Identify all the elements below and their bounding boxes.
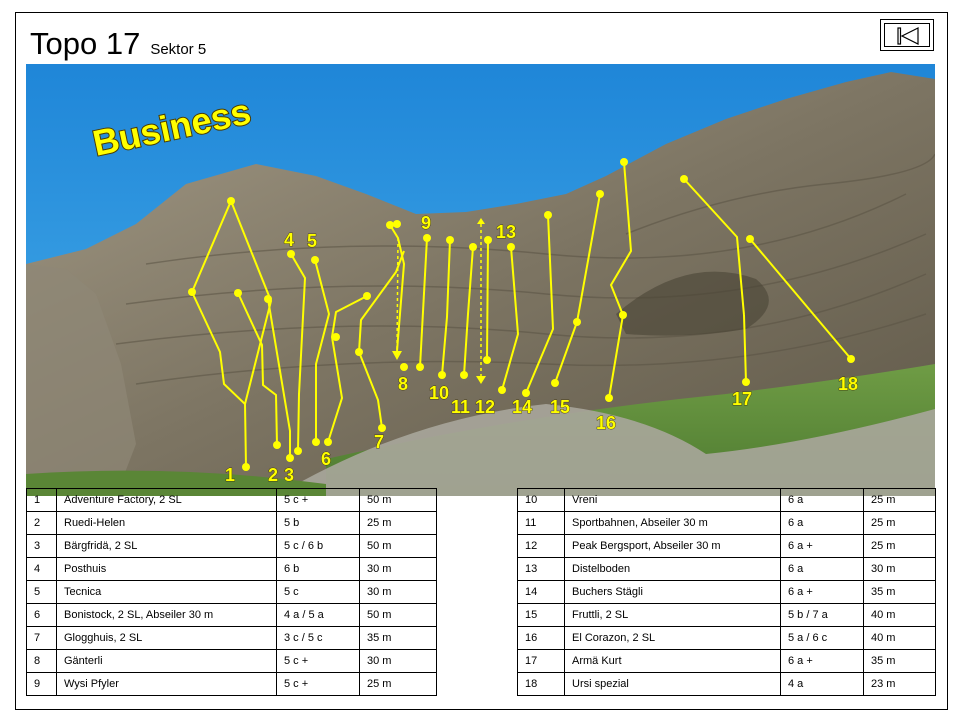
table-row	[518, 558, 936, 581]
route-label-14: 14	[512, 397, 533, 417]
route-grade: 5 c	[277, 581, 360, 604]
route-name: Wysi Pfyler	[57, 673, 277, 696]
route-number: 16	[518, 627, 565, 650]
route-label-4: 4	[284, 230, 295, 250]
route-grade: 6 a +	[781, 581, 864, 604]
route-length: 25 m	[864, 489, 936, 512]
route-name: Buchers Stägli	[565, 581, 781, 604]
route-number: 6	[27, 604, 57, 627]
route-name: Sportbahnen, Abseiler 30 m	[565, 512, 781, 535]
topo-title: Topo 17	[30, 26, 141, 61]
route-label-13: 13	[496, 222, 517, 242]
table-row	[518, 650, 936, 673]
route-length: 40 m	[864, 604, 936, 627]
route-line-12	[487, 240, 488, 360]
table-row	[27, 604, 437, 627]
route-table-right	[517, 488, 936, 696]
route-label-9: 9	[421, 213, 432, 233]
route-name: Armä Kurt	[565, 650, 781, 673]
route-grade: 6 a +	[781, 650, 864, 673]
route-grade: 5 c +	[277, 650, 360, 673]
sector-name-label: Business	[89, 90, 255, 164]
route-length: 30 m	[360, 558, 437, 581]
route-grade: 5 a / 6 c	[781, 627, 864, 650]
route-label-2: 2	[268, 465, 279, 485]
route-name: Posthuis	[57, 558, 277, 581]
back-to-start-button[interactable]	[880, 19, 934, 51]
route-length: 23 m	[864, 673, 936, 696]
route-length: 30 m	[864, 558, 936, 581]
table-row	[518, 581, 936, 604]
route-number: 17	[518, 650, 565, 673]
route-number: 5	[27, 581, 57, 604]
route-name: Ruedi-Helen	[57, 512, 277, 535]
route-label-3: 3	[284, 465, 295, 485]
route-number: 11	[518, 512, 565, 535]
route-label-12: 12	[475, 397, 496, 417]
route-length: 50 m	[360, 489, 437, 512]
route-number: 15	[518, 604, 565, 627]
route-table-left	[26, 488, 437, 696]
table-row	[518, 512, 936, 535]
route-label-16: 16	[596, 413, 617, 433]
route-name: Glogghuis, 2 SL	[57, 627, 277, 650]
route-number: 12	[518, 535, 565, 558]
route-grade: 6 a	[781, 512, 864, 535]
route-grade: 6 a +	[781, 535, 864, 558]
route-name: Distelboden	[565, 558, 781, 581]
route-grade: 4 a	[781, 673, 864, 696]
route-number: 13	[518, 558, 565, 581]
table-row	[518, 535, 936, 558]
route-label-7: 7	[374, 432, 385, 452]
route-label-1: 1	[225, 465, 236, 485]
route-length: 25 m	[360, 673, 437, 696]
route-grade: 6 b	[277, 558, 360, 581]
route-name: Tecnica	[57, 581, 277, 604]
route-length: 30 m	[360, 581, 437, 604]
route-length: 50 m	[360, 535, 437, 558]
route-grade: 5 c +	[277, 673, 360, 696]
route-label-8: 8	[398, 374, 409, 394]
route-name: Adventure Factory, 2 SL	[57, 489, 277, 512]
route-number: 14	[518, 581, 565, 604]
route-grade: 3 c / 5 c	[277, 627, 360, 650]
route-label-18: 18	[838, 374, 859, 394]
route-label-6: 6	[321, 449, 332, 469]
route-number: 9	[27, 673, 57, 696]
route-number: 3	[27, 535, 57, 558]
route-number: 18	[518, 673, 565, 696]
route-label-10: 10	[429, 383, 450, 403]
route-grade: 5 c +	[277, 489, 360, 512]
route-name: Bärgfridä, 2 SL	[57, 535, 277, 558]
route-length: 50 m	[360, 604, 437, 627]
route-number: 1	[27, 489, 57, 512]
route-name: El Corazon, 2 SL	[565, 627, 781, 650]
route-number: 4	[27, 558, 57, 581]
route-grade: 5 b	[277, 512, 360, 535]
route-length: 35 m	[360, 627, 437, 650]
route-number: 10	[518, 489, 565, 512]
route-label-11: 11	[451, 397, 471, 417]
button-inner-border	[884, 23, 930, 47]
route-name: Bonistock, 2 SL, Abseiler 30 m	[57, 604, 277, 627]
skip-back-icon	[885, 24, 931, 48]
route-grade: 5 b / 7 a	[781, 604, 864, 627]
route-number: 7	[27, 627, 57, 650]
route-length: 25 m	[864, 535, 936, 558]
route-name: Fruttli, 2 SL	[565, 604, 781, 627]
route-number: 2	[27, 512, 57, 535]
crag-photo	[26, 64, 935, 496]
sector-subtitle: Sektor 5	[150, 41, 207, 58]
table-row	[27, 512, 437, 535]
table-row	[27, 627, 437, 650]
route-label-15: 15	[550, 397, 571, 417]
table-row	[27, 535, 437, 558]
route-grade: 4 a / 5 a	[277, 604, 360, 627]
route-name: Vreni	[565, 489, 781, 512]
route-label-5: 5	[307, 231, 318, 251]
table-row	[518, 627, 936, 650]
route-length: 25 m	[360, 512, 437, 535]
route-grade: 5 c / 6 b	[277, 535, 360, 558]
route-number: 8	[27, 650, 57, 673]
page-title	[30, 26, 206, 62]
table-row	[27, 489, 437, 512]
table-row	[27, 673, 437, 696]
route-label-17: 17	[732, 389, 753, 409]
route-name: Gänterli	[57, 650, 277, 673]
route-length: 35 m	[864, 650, 936, 673]
table-row	[518, 489, 936, 512]
route-length: 40 m	[864, 627, 936, 650]
table-row	[518, 604, 936, 627]
route-length: 30 m	[360, 650, 437, 673]
table-row	[27, 558, 437, 581]
route-grade: 6 a	[781, 489, 864, 512]
route-grade: 6 a	[781, 558, 864, 581]
route-name: Ursi spezial	[565, 673, 781, 696]
route-length: 25 m	[864, 512, 936, 535]
table-row	[518, 673, 936, 696]
table-row	[27, 650, 437, 673]
route-name: Peak Bergsport, Abseiler 30 m	[565, 535, 781, 558]
route-length: 35 m	[864, 581, 936, 604]
table-row	[27, 581, 437, 604]
